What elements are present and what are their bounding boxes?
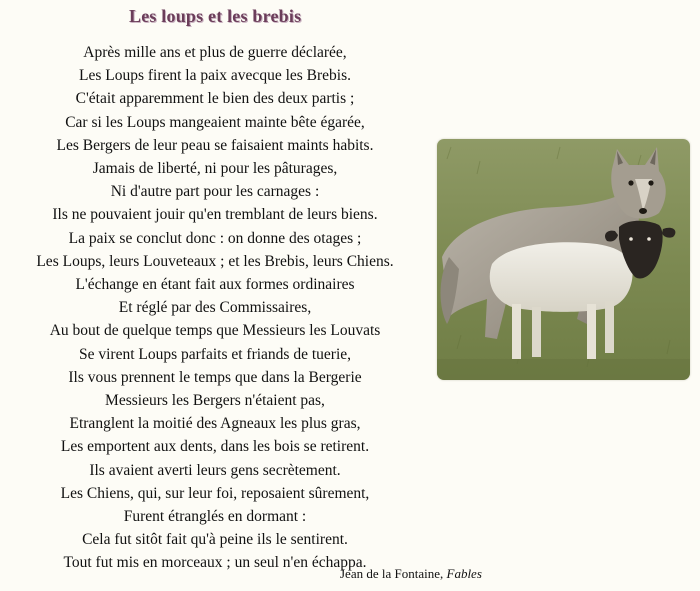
poem-verse: Les Loups, leurs Louveteaux ; et les Brebis, leurs Chiens. bbox=[36, 252, 394, 270]
poem-verse: C'était apparemment le bien des deux partis ; bbox=[75, 90, 355, 108]
poem-credit bbox=[340, 566, 482, 582]
poem-verse: Se virent Loups parfaits et friands de tuerie, bbox=[78, 345, 352, 363]
poem-verse: Messieurs les Bergers n'étaient pas, bbox=[105, 392, 325, 410]
poem-verse: Jamais de liberté, ni pour les pâturages, bbox=[92, 160, 338, 178]
poem-verse: Furent étranglés en dormant : bbox=[123, 508, 307, 526]
poem-verse: Les Bergers de leur peau se faisaient maints habits. bbox=[56, 136, 374, 154]
poem-verse: L'échange en étant fait aux formes ordinaires bbox=[75, 276, 355, 294]
poem-verse: Les emportent aux dents, dans les bois se retirent. bbox=[60, 438, 370, 456]
wolf-and-lamb-illustration bbox=[437, 139, 690, 380]
poem-verse: Cela fut sitôt fait qu'à peine ils le sentirent. bbox=[82, 531, 348, 549]
credit-work: Fables bbox=[446, 566, 482, 581]
poem-verse: Et réglé par des Commissaires, bbox=[118, 299, 312, 317]
poem-verse: Ils avaient averti leurs gens secrètement. bbox=[89, 461, 341, 479]
poem-verse: Les Chiens, qui, sur leur foi, reposaient sûrement, bbox=[60, 484, 370, 502]
wolf-and-lamb-photo bbox=[437, 139, 690, 380]
poem-verse: Ni d'autre part pour les carnages : bbox=[110, 183, 320, 201]
poem-verse: Les Loups firent la paix avecque les Brebis. bbox=[78, 67, 352, 85]
poem-verse: Ils ne pouvaient jouir qu'en tremblant de leurs biens. bbox=[52, 206, 378, 224]
poem-verse: Ils vous prennent le temps que dans la Bergerie bbox=[68, 368, 362, 386]
poem-verse: La paix se conclut donc : on donne des otages ; bbox=[68, 229, 362, 247]
credit-author: Jean de la Fontaine, bbox=[340, 566, 447, 581]
poem-verse: Après mille ans et plus de guerre déclarée, bbox=[83, 44, 347, 61]
poem-verse: Au bout de quelque temps que Messieurs les Louvats bbox=[49, 322, 381, 340]
poem-title: Les loups et les brebis bbox=[129, 6, 302, 26]
poem-verse: Etranglent la moitié des Agneaux les plus gras, bbox=[69, 415, 361, 433]
poem-body bbox=[0, 41, 430, 575]
poem-verse: Tout fut mis en morceaux ; un seul n'en échappa. bbox=[63, 554, 367, 572]
poem-verse: Car si les Loups mangeaient mainte bête égarée, bbox=[65, 113, 365, 131]
